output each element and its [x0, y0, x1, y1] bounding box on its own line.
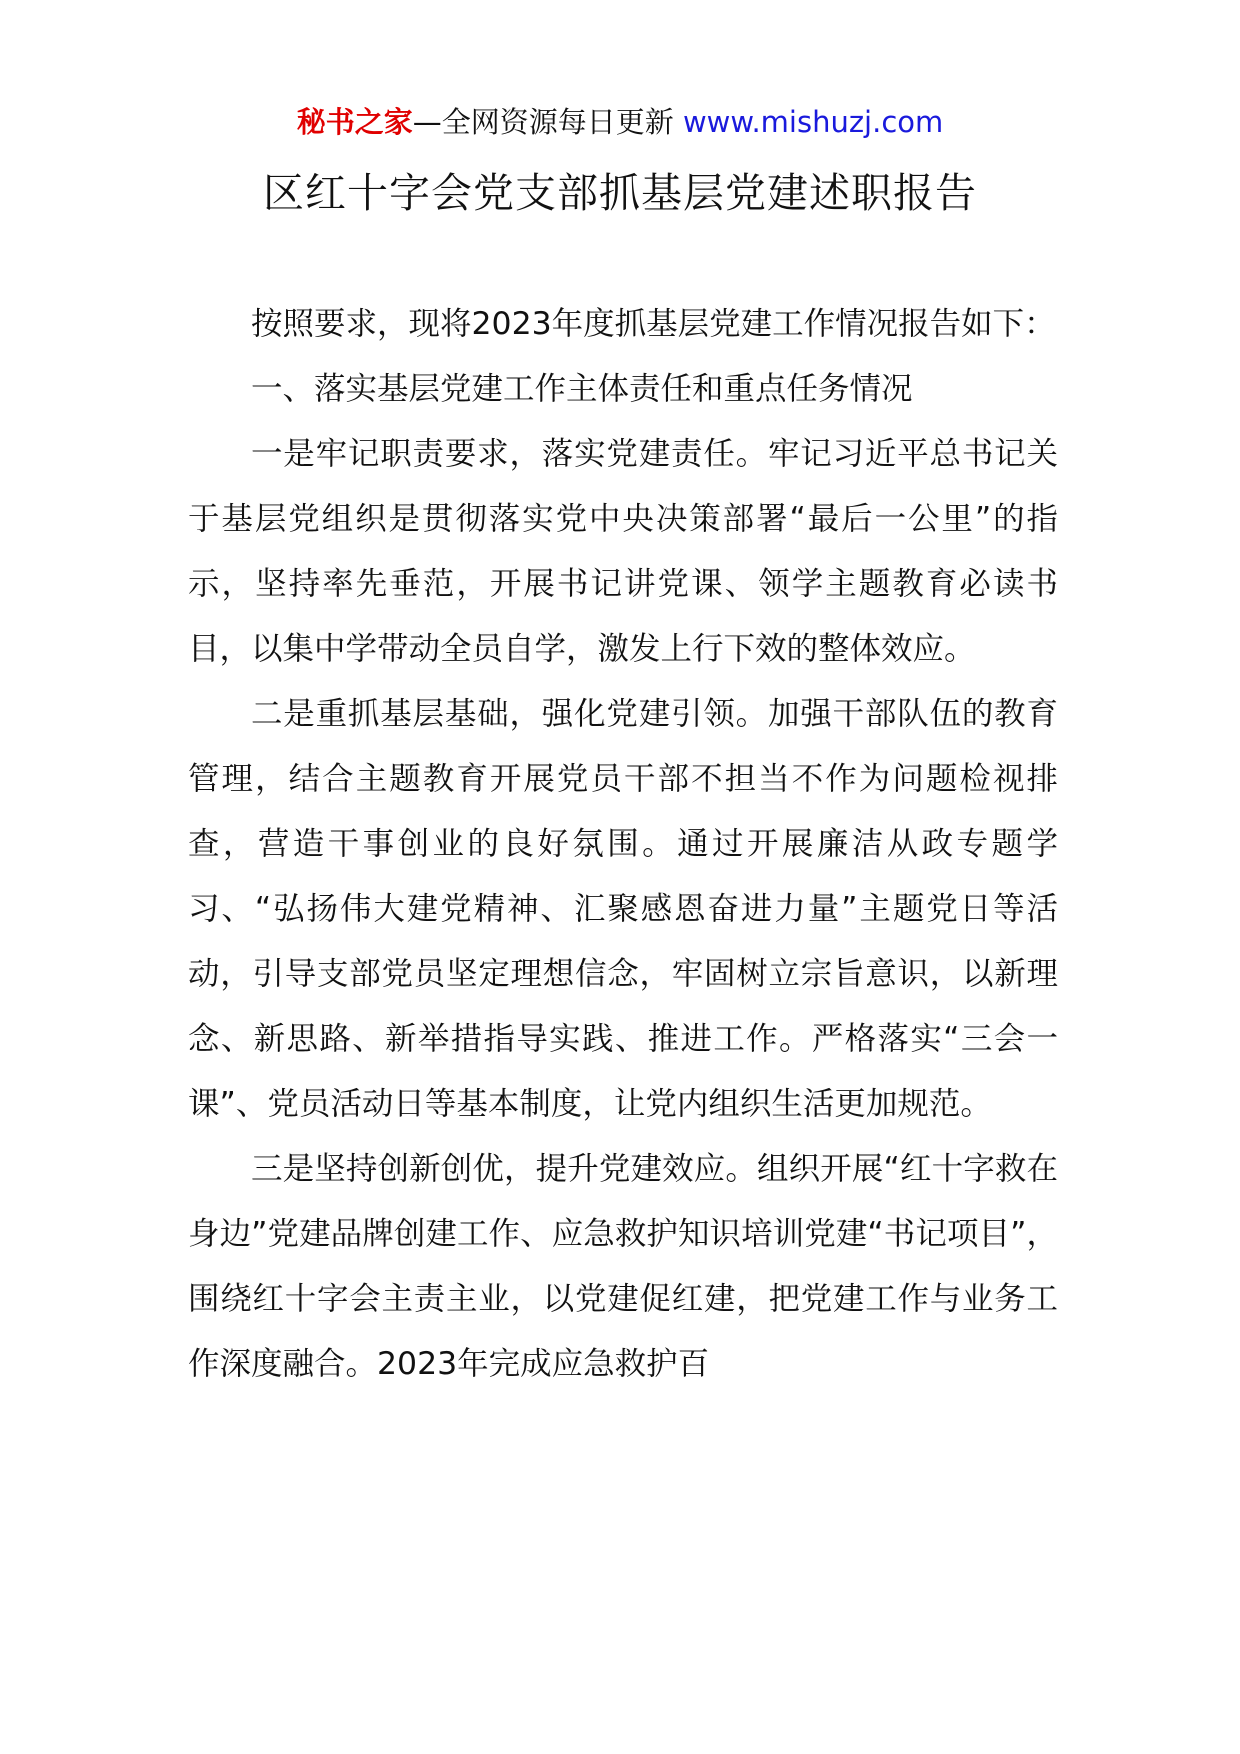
paragraph-three: 三是坚持创新创优，提升党建效应。组织开展“红十字救在身边”党建品牌创建工作、应急救护知识培训党建“书记项目”，围绕红十字会主责主业，以党建促红建，把党建工作与业务工作深度融合。2023年完成应急救护百 — [188, 1151, 1058, 1382]
website-link[interactable]: www.mishuzj.com — [682, 105, 944, 139]
document-body — [188, 292, 1058, 1397]
document-title: 区红十字会党支部抓基层党建述职报告 — [263, 169, 977, 217]
brand-name: 秘书之家 — [296, 105, 413, 139]
header-tagline: —全网资源每日更新 — [412, 105, 683, 139]
intro-paragraph: 按照要求，现将2023年度抓基层党建工作情况报告如下： — [251, 306, 1056, 342]
section-heading: 一、落实基层党建工作主体责任和重点任务情况 — [251, 371, 913, 407]
paragraph-two: 二是重抓基层基础，强化党建引领。加强干部队伍的教育管理，结合主题教育开展党员干部不担当不作为问题检视排查，营造干事创业的良好氛围。通过开展廉洁从政专题学习、“弘扬伟大建党精神、汇聚感恩奋进力量”主题党日等活动，引导支部党员坚定理想信念，牢固树立宗旨意识，以新理念、新思路、新举措指导实践、推进工作。严格落实“三会一课”、党员活动日等基本制度，让党内组织生活更加规范。 — [188, 696, 1058, 1122]
site-header — [0, 100, 1240, 144]
paragraph-one: 一是牢记职责要求，落实党建责任。牢记习近平总书记关于基层党组织是贯彻落实党中央决策部署“最后一公里”的指示，坚持率先垂范，开展书记讲党课、领学主题教育必读书目，以集中学带动全员自学，激发上行下效的整体效应。 — [188, 436, 1058, 667]
